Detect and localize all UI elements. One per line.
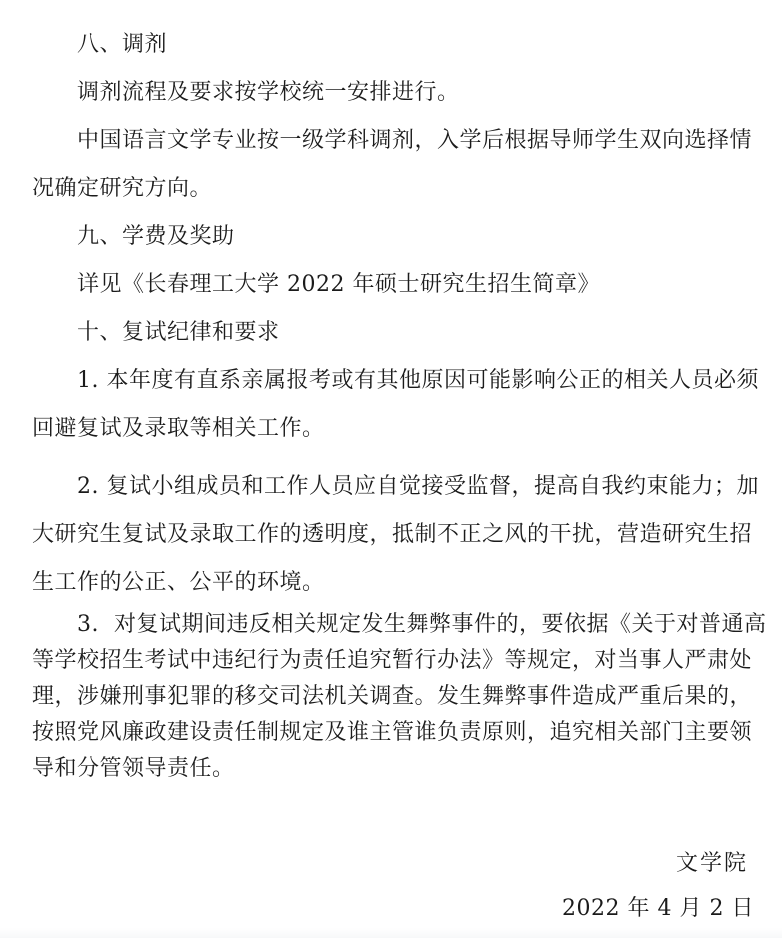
text-line: 生工作的公正、公平的环境。 xyxy=(32,570,325,595)
text-line: 九、学费及奖助 xyxy=(77,224,235,249)
text-line: 导和分管领导责任。 xyxy=(32,756,235,781)
text-line: 3. 对复试期间违反相关规定发生舞弊事件的，要依据《关于对普通高 xyxy=(77,612,767,637)
text-line: 1. 本年度有直系亲属报考或有其他原因可能影响公正的相关人员必须 xyxy=(77,368,759,393)
text-line: 理，涉嫌刑事犯罪的移交司法机关调查。发生舞弊事件造成严重后果的， xyxy=(32,684,753,709)
text-line: 回避复试及录取等相关工作。 xyxy=(32,416,325,441)
text-line: 八、调剂 xyxy=(77,32,168,57)
signature-department: 文学院 xyxy=(675,851,748,876)
text-line: 十、复试纪律和要求 xyxy=(77,320,280,345)
text-line: 况确定研究方向。 xyxy=(32,176,213,201)
text-line: 详见《长春理工大学 2022 年硕士研究生招生简章》 xyxy=(77,272,600,297)
text-line: 等学校招生考试中违纪行为责任追究暂行办法》等规定，对当事人严肃处 xyxy=(32,648,753,673)
text-line: 2. 复试小组成员和工作人员应自觉接受监督，提高自我约束能力；加 xyxy=(77,474,759,499)
signature-block xyxy=(0,844,782,934)
signature-date: 2022 年 4 月 2 日 xyxy=(562,896,754,921)
text-line: 调剂流程及要求按学校统一安排进行。 xyxy=(77,80,460,105)
page-bottom-edge xyxy=(0,928,782,938)
text-line: 中国语言文学专业按一级学科调剂，入学后根据导师学生双向选择情 xyxy=(77,128,753,153)
text-line: 大研究生复试及录取工作的透明度，抵制不正之风的干扰，营造研究生招 xyxy=(32,522,753,547)
text-line: 按照党风廉政建设责任制规定及谁主管谁负责原则，追究相关部门主要领 xyxy=(32,720,753,745)
